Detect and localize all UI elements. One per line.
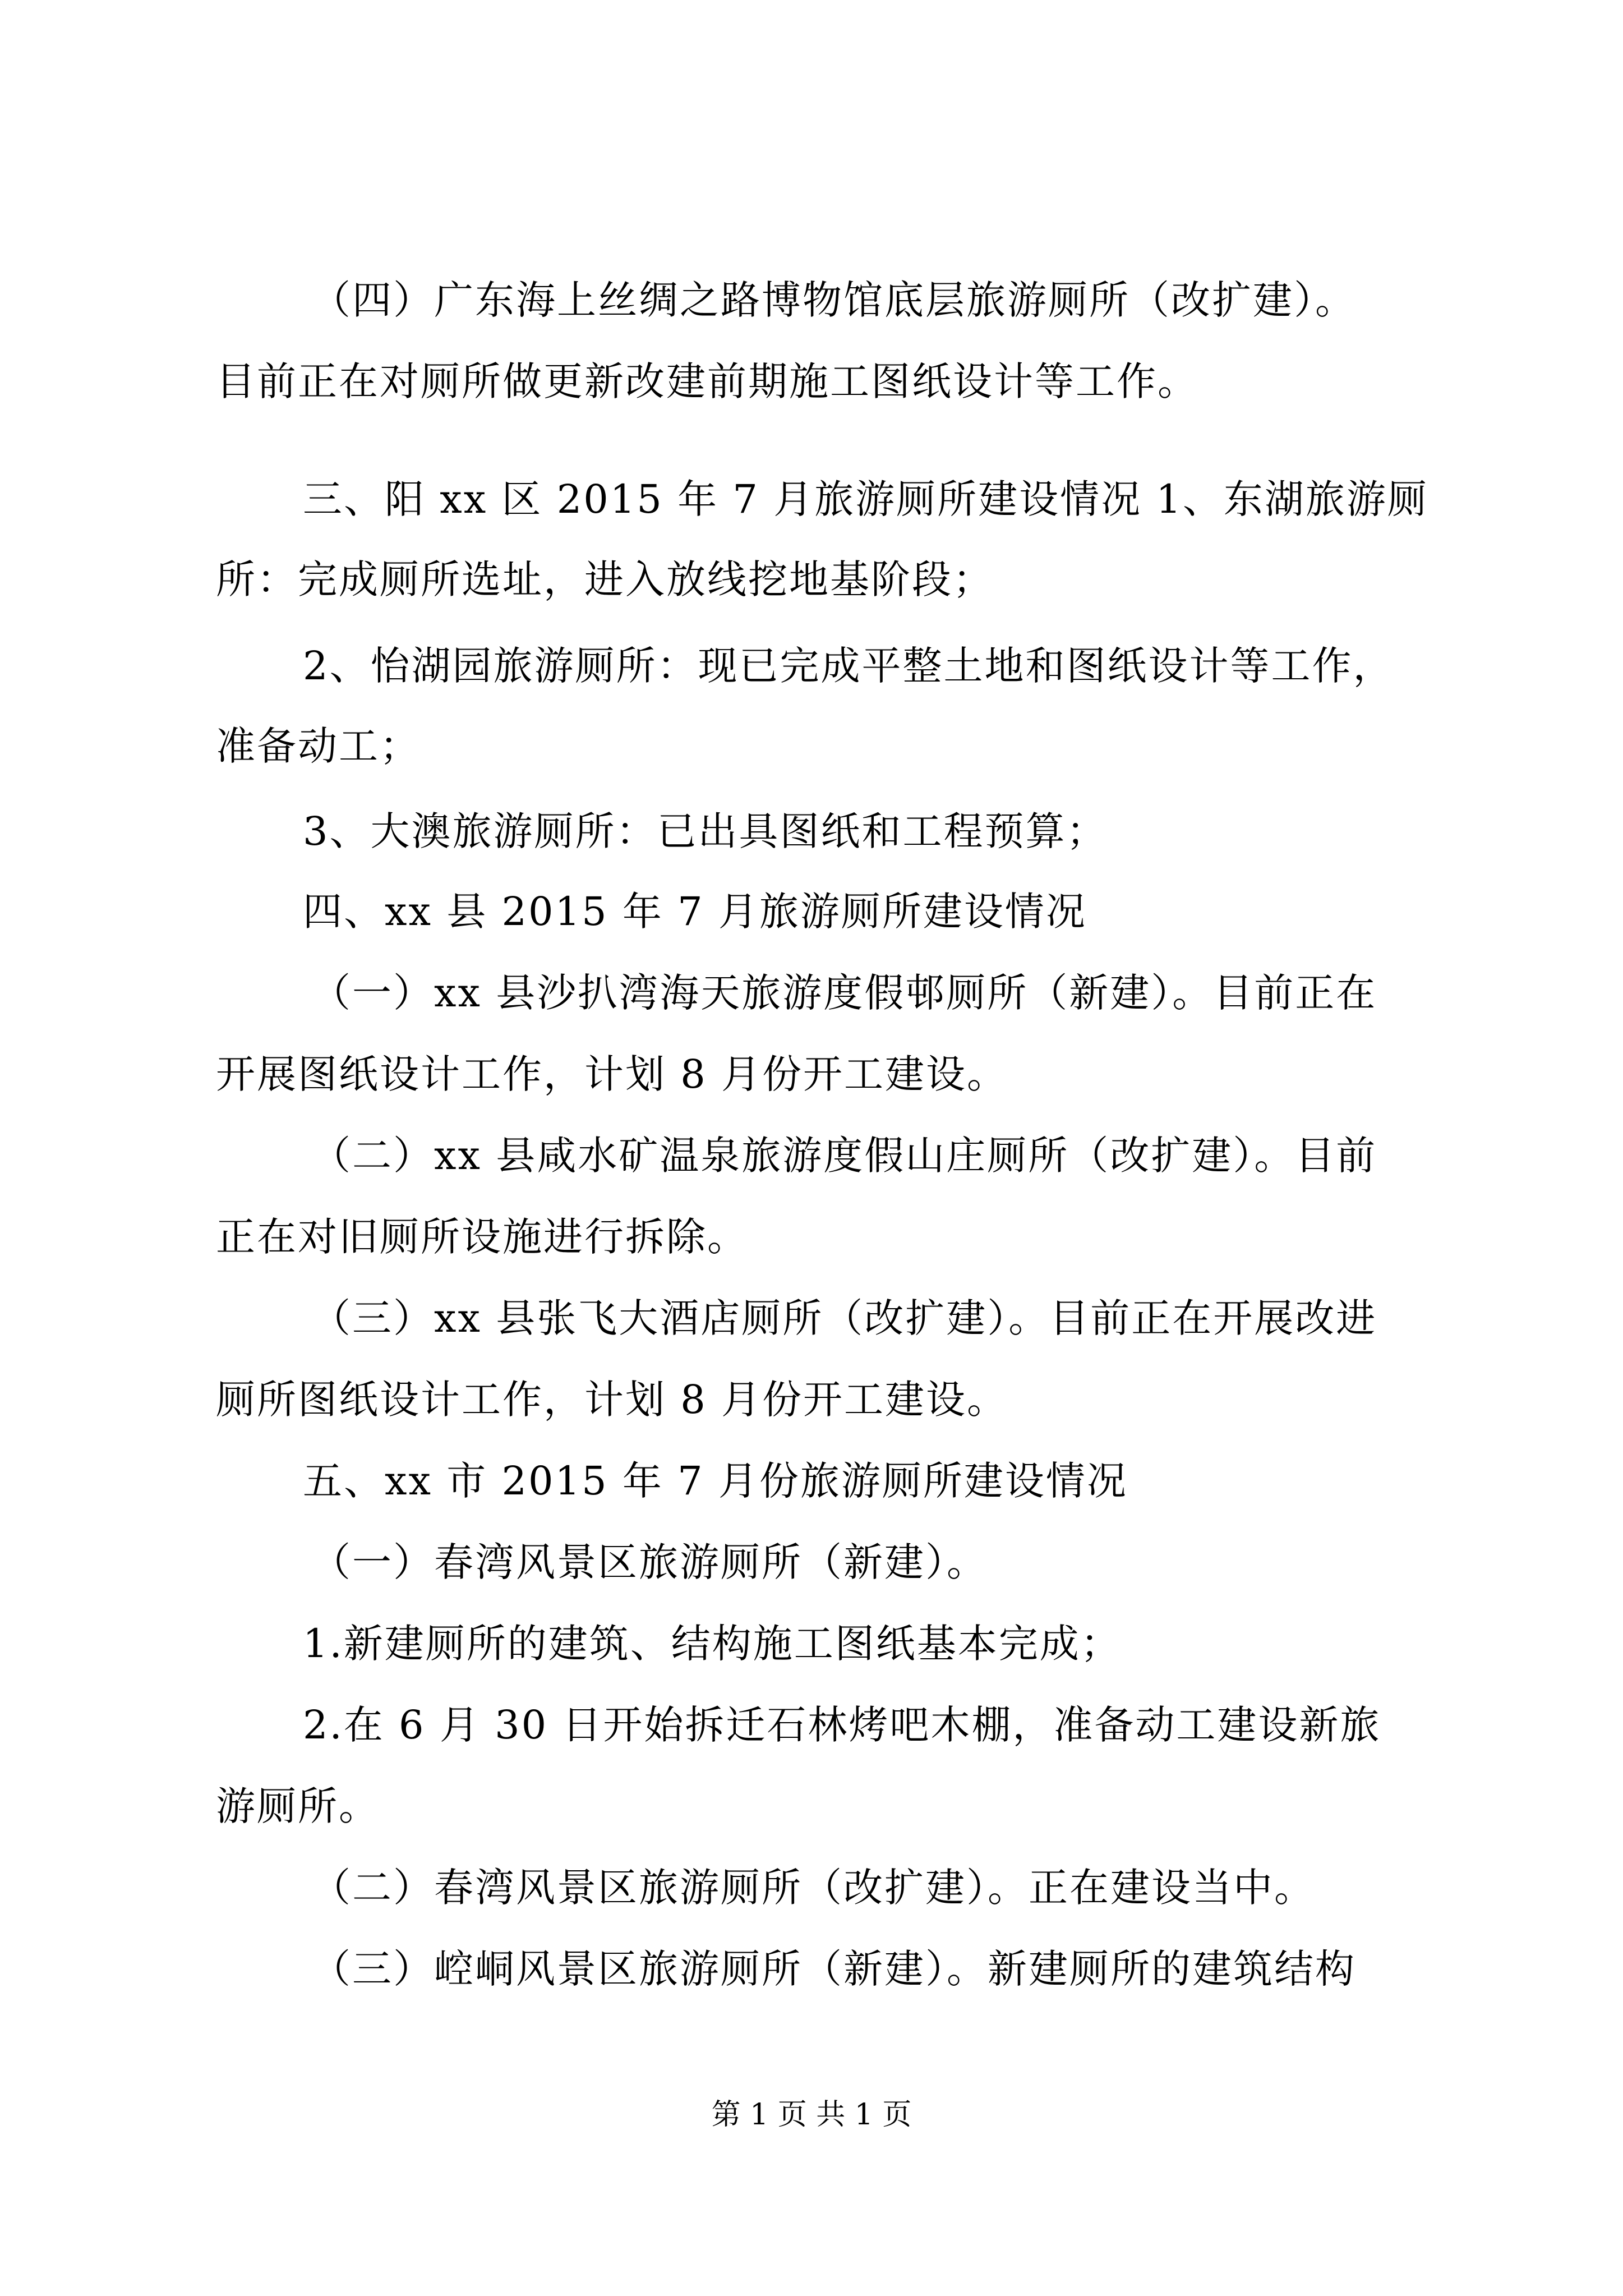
- text-line: 1.新建厕所的建筑、结构施工图纸基本完成；: [303, 1621, 1122, 1667]
- text-line: 3、大澳旅游厕所：已出具图纸和工程预算；: [303, 808, 1108, 854]
- text-line: （四）广东海上丝绸之路博物馆底层旅游厕所（改扩建）。: [311, 277, 1356, 323]
- text-line: （二）春湾风景区旅游厕所（改扩建）。正在建设当中。: [311, 1865, 1315, 1911]
- text-line: （一）xx 县沙扒湾海天旅游度假邨厕所（新建）。目前正在: [311, 970, 1377, 1016]
- text-line: 2、怡湖园旅游厕所：现已完成平整土地和图纸设计等工作，: [303, 643, 1394, 689]
- text-line: 四、xx 县 2015 年 7 月旅游厕所建设情况: [303, 889, 1087, 935]
- text-line: 2.在 6 月 30 日开始拆迁石林烤吧木棚，准备动工建设新旅: [303, 1702, 1381, 1748]
- text-line: 目前正在对厕所做更新改建前期施工图纸设计等工作。: [216, 358, 1198, 404]
- text-line: 游厕所。: [216, 1783, 380, 1829]
- text-line: （三）崆峒风景区旅游厕所（新建）。新建厕所的建筑结构: [311, 1946, 1356, 1992]
- text-line: （二）xx 县咸水矿温泉旅游度假山庄厕所（改扩建）。目前: [311, 1133, 1377, 1179]
- text-line: 厕所图纸设计工作，计划 8 月份开工建设。: [216, 1377, 1008, 1423]
- text-line: 准备动工；: [216, 723, 421, 769]
- text-line: 三、阳 xx 区 2015 年 7 月旅游厕所建设情况 1、东湖旅游厕: [303, 476, 1428, 522]
- text-line: 五、xx 市 2015 年 7 月份旅游厕所建设情况: [303, 1458, 1128, 1504]
- text-line: 开展图纸设计工作，计划 8 月份开工建设。: [216, 1051, 1008, 1097]
- page-number-footer: 第 1 页 共 1 页: [711, 2098, 912, 2132]
- text-line: （一）春湾风景区旅游厕所（新建）。: [311, 1539, 988, 1585]
- text-line: 正在对旧厕所设施进行拆除。: [216, 1214, 748, 1260]
- text-line: 所：完成厕所选址，进入放线挖地基阶段；: [216, 556, 994, 602]
- text-line: （三）xx 县张飞大酒店厕所（改扩建）。目前正在开展改进: [311, 1295, 1377, 1341]
